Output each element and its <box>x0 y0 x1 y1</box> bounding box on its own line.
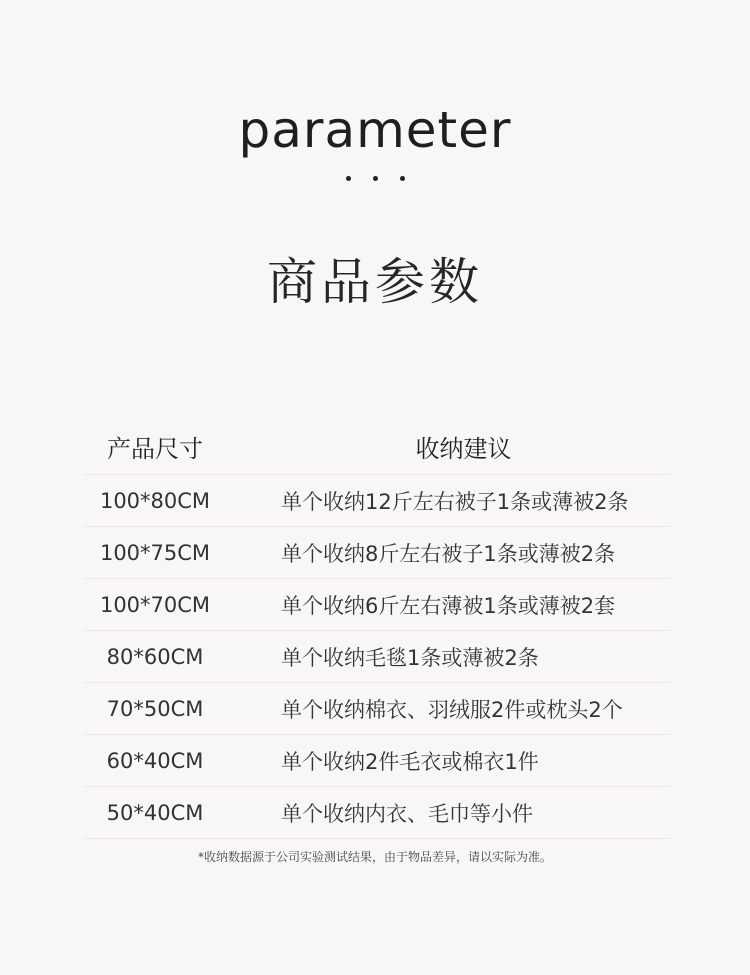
header-advice: 收纳建议 <box>415 434 512 463</box>
chinese-title: 商品参数 <box>267 253 483 311</box>
cell-advice: 单个收纳内衣、毛巾等小件 <box>281 801 533 826</box>
cell-advice: 单个收纳2件毛衣或棉衣1件 <box>281 749 539 774</box>
cell-advice: 单个收纳8斤左右被子1条或薄被2条 <box>281 541 616 566</box>
cell-advice: 单个收纳6斤左右薄被1条或薄被2套 <box>281 593 616 618</box>
cell-size: 100*70CM <box>99 592 211 617</box>
table-row <box>83 787 670 839</box>
cell-size: 100*75CM <box>99 540 211 565</box>
divider-dot <box>373 176 378 181</box>
table-row <box>83 735 670 787</box>
table-header <box>83 418 670 475</box>
cell-size: 80*60CM <box>106 644 204 669</box>
table-row <box>83 527 670 579</box>
cell-size: 60*40CM <box>106 748 204 773</box>
footnote: *收纳数据源于公司实验测试结果，由于物品差异，请以实际为准。 <box>197 850 552 864</box>
cell-size: 50*40CM <box>106 800 204 825</box>
parameter-table <box>83 418 670 839</box>
table-row <box>83 631 670 683</box>
divider-dot <box>400 176 405 181</box>
cell-size: 100*80CM <box>99 488 211 513</box>
header-size: 产品尺寸 <box>107 434 203 463</box>
table-row <box>83 579 670 631</box>
cell-advice: 单个收纳12斤左右被子1条或薄被2条 <box>281 489 629 514</box>
cell-advice: 单个收纳棉衣、羽绒服2件或枕头2个 <box>281 697 623 722</box>
title-divider-dots <box>0 176 750 181</box>
cell-size: 70*50CM <box>106 696 204 721</box>
table-row <box>83 475 670 527</box>
table-row <box>83 683 670 735</box>
cell-advice: 单个收纳毛毯1条或薄被2条 <box>281 645 539 670</box>
divider-dot <box>346 176 351 181</box>
english-title: parameter <box>238 101 512 159</box>
